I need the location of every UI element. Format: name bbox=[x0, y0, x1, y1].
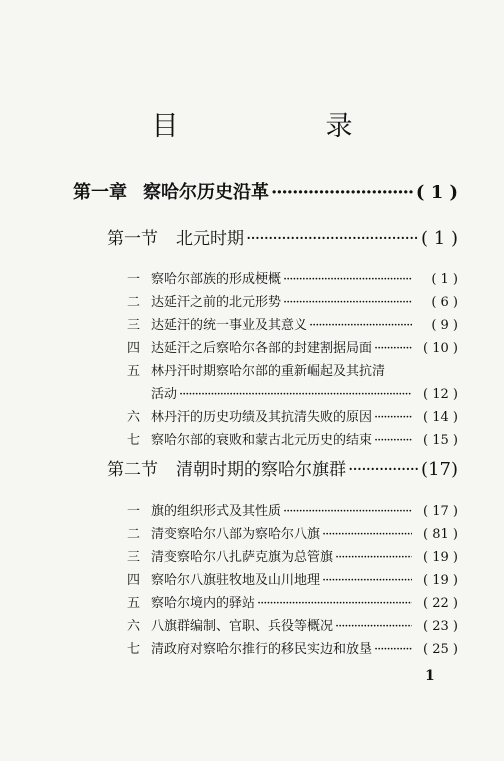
item-page: ( 25 ) bbox=[423, 642, 458, 657]
toc-section-entry[interactable] bbox=[107, 224, 458, 249]
section-title: 清朝时期的察哈尔旗群 bbox=[176, 460, 346, 480]
toc-item-entry[interactable] bbox=[127, 360, 458, 379]
dot-leader bbox=[283, 272, 412, 287]
page-title: 目 录 bbox=[151, 111, 413, 142]
item-title: 八旗群编制、官职、兵役等概况 bbox=[151, 619, 334, 634]
dot-leader bbox=[348, 460, 419, 480]
toc-item-entry[interactable] bbox=[127, 337, 458, 356]
item-number: 三 bbox=[127, 550, 141, 565]
toc-item-entry[interactable] bbox=[127, 592, 458, 611]
toc-item-continuation[interactable] bbox=[151, 383, 458, 402]
item-page: ( 19 ) bbox=[423, 550, 458, 565]
item-title: 林丹汗时期察哈尔部的重新崛起及其抗清 bbox=[151, 364, 386, 379]
item-number: 五 bbox=[127, 364, 141, 379]
toc-item-entry[interactable] bbox=[127, 569, 458, 588]
toc-item-entry[interactable] bbox=[127, 406, 458, 425]
item-page: ( 22 ) bbox=[423, 596, 458, 611]
section-page: (17) bbox=[421, 459, 458, 480]
item-number: 四 bbox=[127, 341, 141, 356]
dot-leader bbox=[374, 642, 412, 657]
item-page: ( 10 ) bbox=[423, 341, 458, 356]
dot-leader bbox=[283, 295, 412, 310]
section-title: 北元时期 bbox=[176, 229, 244, 249]
chapter-page: ( 1 ) bbox=[415, 182, 458, 203]
section-number: 第二节 bbox=[107, 460, 158, 480]
item-page: ( 9 ) bbox=[431, 318, 458, 333]
item-page: ( 1 ) bbox=[431, 272, 458, 287]
dot-leader bbox=[322, 527, 412, 542]
chapter-title: 察哈尔历史沿革 bbox=[143, 182, 269, 203]
toc-item-entry[interactable] bbox=[127, 500, 458, 519]
item-number: 三 bbox=[127, 318, 141, 333]
dot-leader bbox=[335, 619, 412, 634]
item-title: 清政府对察哈尔推行的移民实边和放垦 bbox=[151, 642, 373, 657]
item-title: 察哈尔部族的形成梗概 bbox=[151, 272, 282, 287]
item-number: 六 bbox=[127, 410, 141, 425]
toc-item-entry[interactable] bbox=[127, 268, 458, 287]
item-page: ( 19 ) bbox=[423, 573, 458, 588]
item-number: 一 bbox=[127, 272, 141, 287]
item-page: ( 12 ) bbox=[423, 387, 458, 402]
dot-leader bbox=[374, 341, 412, 356]
toc-item-entry[interactable] bbox=[127, 291, 458, 310]
item-number: 二 bbox=[127, 527, 141, 542]
item-title: 察哈尔境内的驿站 bbox=[151, 596, 256, 611]
item-page: ( 6 ) bbox=[431, 295, 458, 310]
item-number: 七 bbox=[127, 642, 141, 657]
dot-leader bbox=[374, 433, 412, 448]
item-number: 二 bbox=[127, 295, 141, 310]
dot-leader bbox=[374, 410, 412, 425]
item-title-continued: 活动 bbox=[151, 387, 178, 402]
section-number: 第一节 bbox=[107, 229, 158, 249]
dot-leader bbox=[271, 182, 414, 203]
dot-leader bbox=[179, 387, 412, 402]
item-title: 察哈尔部的衰败和蒙古北元历史的结束 bbox=[151, 433, 373, 448]
dot-leader bbox=[246, 229, 419, 249]
item-title: 察哈尔八旗驻牧地及山川地理 bbox=[151, 573, 321, 588]
item-title: 达延汗之前的北元形势 bbox=[151, 295, 282, 310]
toc-item-entry[interactable] bbox=[127, 429, 458, 448]
item-page: ( 15 ) bbox=[423, 433, 458, 448]
item-title: 清变察哈尔八部为察哈尔八旗 bbox=[151, 527, 321, 542]
item-number: 六 bbox=[127, 619, 141, 634]
dot-leader bbox=[283, 504, 412, 519]
item-page: ( 81 ) bbox=[423, 527, 458, 542]
toc-item-entry[interactable] bbox=[127, 638, 458, 657]
dot-leader bbox=[257, 596, 412, 611]
item-page: ( 17 ) bbox=[423, 504, 458, 519]
toc-section-entry[interactable] bbox=[107, 455, 458, 480]
item-title: 旗的组织形式及其性质 bbox=[151, 504, 282, 519]
dot-leader bbox=[335, 550, 412, 565]
dot-leader bbox=[309, 318, 412, 333]
item-title: 林丹汗的历史功绩及其抗清失败的原因 bbox=[151, 410, 373, 425]
item-title: 达延汗之后察哈尔各部的封建割据局面 bbox=[151, 341, 373, 356]
toc-item-entry[interactable] bbox=[127, 615, 458, 634]
toc-item-entry[interactable] bbox=[127, 546, 458, 565]
chapter-number: 第一章 bbox=[73, 182, 127, 203]
section-page: ( 1 ) bbox=[421, 228, 458, 249]
item-page: ( 23 ) bbox=[423, 619, 458, 634]
item-page: ( 14 ) bbox=[423, 410, 458, 425]
item-title: 清变察哈尔八扎萨克旗为总管旗 bbox=[151, 550, 334, 565]
toc-item-entry[interactable] bbox=[127, 523, 458, 542]
item-number: 七 bbox=[127, 433, 141, 448]
item-number: 五 bbox=[127, 596, 141, 611]
item-title: 达延汗的统一事业及其意义 bbox=[151, 318, 308, 333]
toc-item-entry[interactable] bbox=[127, 314, 458, 333]
item-number: 一 bbox=[127, 504, 141, 519]
item-number: 四 bbox=[127, 573, 141, 588]
dot-leader bbox=[322, 573, 412, 588]
toc-chapter-entry[interactable] bbox=[73, 178, 458, 204]
page-number: 1 bbox=[425, 668, 435, 684]
